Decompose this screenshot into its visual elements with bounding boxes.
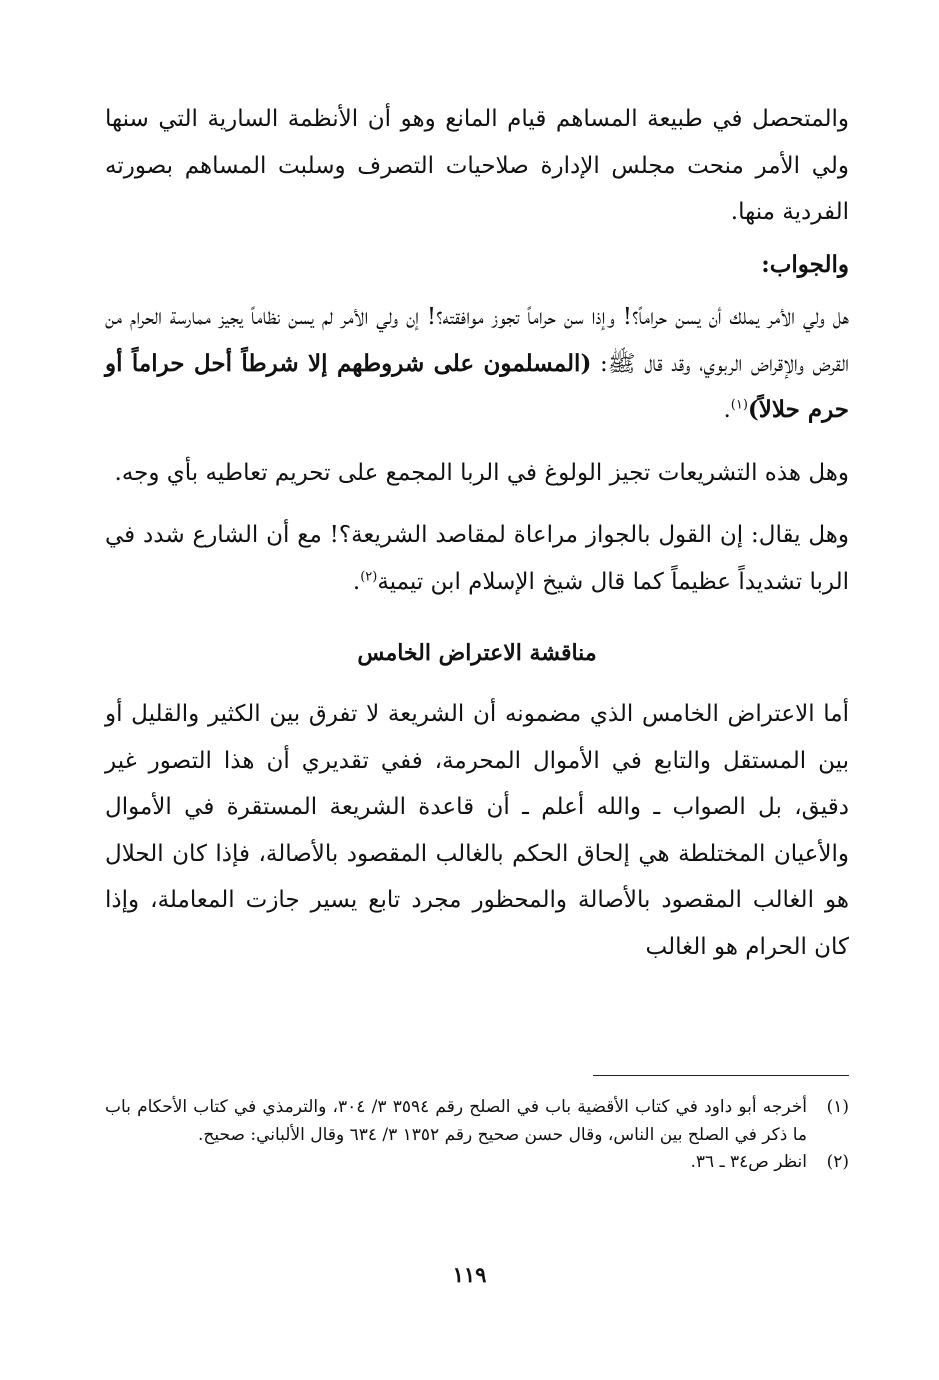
footnote-number: (١) [826, 1097, 849, 1117]
page-body [105, 96, 849, 970]
footnote-text: انظر ص٣٤ ـ ٣٦. [690, 1152, 807, 1172]
footnote-text: أخرجه أبو داود في كتاب الأقضية باب في الصلح رقم ٣٥٩٤ ٣/ ٣٠٤، والترمذي في كتاب الأحكام باب ما ذكر في الصلح بين الناس، وقال حسن صحيح رقم ١٣٥٢ ٣/ ٦٣٤ وقال الألباني: صحيح. [105, 1097, 807, 1145]
hadith-quote: (المسلمون على شروطهم إلا شرطاً أحل حراماً أو حرم حلالاً) [105, 349, 849, 423]
footnote-item [105, 1094, 849, 1149]
paragraph-sharia-objectives [105, 512, 849, 605]
footnote-ref-2: (٢) [360, 568, 378, 584]
paragraph-sharia-objectives-end: . [352, 568, 361, 595]
section-heading: مناقشة الاعتراض الخامس [357, 640, 597, 666]
paragraph-fifth-objection: أما الاعتراض الخامس الذي مضمونه أن الشريعة لا تفرق بين الكثير والقليل أو بين المستقل والتابع في الأموال المحرمة، ففي تقديري أن هذا التصور غير دقيق، بل الصواب ـ والله أعلم ـ أن قاعدة الشريعة المستقرة في الأموال والأعيان المختلطة هي إلحاق الحكم بالغالب المقصود بالأصالة، فإذا كان الحلال هو الغالب المقصود بالأصالة والمحظور مجرد تابع يسير جازت المعاملة، وإذا كان الحرام هو الغالب [105, 701, 849, 960]
paragraph-ruler-question [105, 294, 849, 434]
paragraph-ruler-question-end: . [723, 397, 731, 423]
page-number: ١١٩ [452, 1262, 487, 1287]
answer-label: والجواب: [761, 250, 849, 278]
footnote-separator [593, 1075, 849, 1076]
paragraph-legislation-question: وهل هذه التشريعات تجيز الولوغ في الربا المجمع على تحريم تعاطيه بأي وجه. [114, 459, 849, 486]
footnotes [105, 1094, 849, 1177]
footnote-number: (٢) [826, 1152, 849, 1172]
footnote-item [105, 1149, 849, 1177]
paragraph-sharia-objectives-text: وهل يقال: إن القول بالجواز مراعاة لمقاصد الشريعة؟! مع أن الشارع شدد في الربا تشديداً عظيماً كما قال شيخ الإسلام ابن تيمية [105, 522, 849, 595]
footnote-ref-1: (١) [730, 397, 748, 413]
paragraph-ruler-question-text: هل ولي الأمر يملك أن يسن حراماً؟! وإذا سن حراماً تجوز موافقته؟! إن ولي الأمر لم يسن نظاماً يجيز ممارسة الحرام من القرض والإقراض الربوي، وقد قال ﷺ: [105, 304, 849, 377]
paragraph-shareholder-nature: والمتحصل في طبيعة المساهم قيام المانع وهو أن الأنظمة السارية التي سنها ولي الأمر منحت مجلس الإدارة صلاحيات التصرف وسلبت المساهم بصورته الفردية منها. [105, 106, 849, 225]
